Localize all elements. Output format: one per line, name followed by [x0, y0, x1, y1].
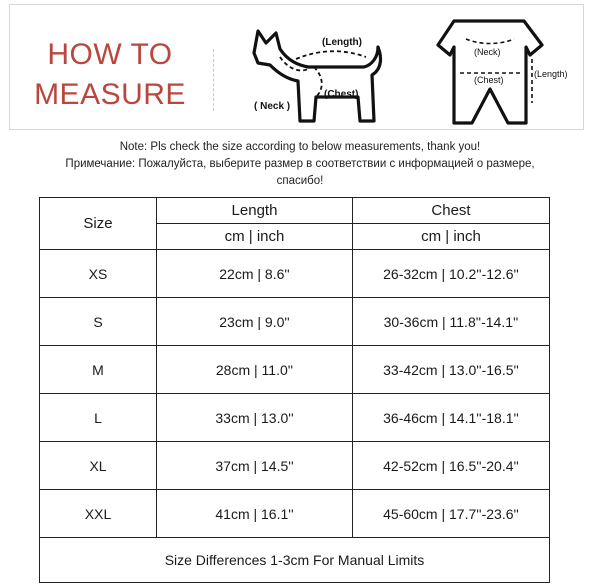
dog-neck-label: ( Neck ) — [254, 101, 291, 112]
title-line-1: HOW TO — [47, 38, 173, 71]
table-row — [40, 250, 550, 298]
chest-guide-icon — [314, 67, 322, 97]
note-russian: Примечание: Пожалуйста, выберите размер в соответствии с информацией о размере, спасибо! — [65, 158, 535, 187]
table-header-row — [40, 198, 550, 224]
chest-cell: 26-32cm | 10.2''-12.6'' — [353, 250, 550, 298]
length-guide-icon — [296, 51, 366, 59]
size-cell: M — [40, 346, 157, 394]
table-footer-row — [40, 538, 550, 583]
dog-length-label: (Length) — [322, 37, 362, 48]
garment-measure-illustration — [430, 11, 570, 131]
table-row — [40, 298, 550, 346]
chest-cell: 33-42cm | 13.0''-16.5'' — [353, 346, 550, 394]
how-to-measure-banner — [9, 4, 584, 130]
length-cell: 23cm | 9.0'' — [157, 298, 353, 346]
garment-neck-label: (Neck) — [474, 47, 501, 57]
length-unit-header: cm | inch — [157, 224, 353, 250]
chest-cell: 36-46cm | 14.1''-18.1'' — [353, 394, 550, 442]
size-cell: XS — [40, 250, 157, 298]
size-difference-note: Size Differences 1-3cm For Manual Limits — [40, 538, 550, 583]
title-line-2: MEASURE — [34, 78, 186, 111]
chest-header: Chest — [353, 198, 550, 224]
size-cell: XL — [40, 442, 157, 490]
size-chart-table — [39, 197, 550, 583]
garment-length-label: (Length) — [534, 69, 568, 79]
note-english: Note: Pls check the size according to below measurements, thank you! — [119, 141, 481, 153]
garment-outline-icon — [438, 21, 542, 123]
dog-chest-label: (Chest) — [324, 89, 359, 100]
table-row — [40, 490, 550, 538]
length-cell: 41cm | 16.1'' — [157, 490, 353, 538]
chest-cell: 30-36cm | 11.8''-14.1'' — [353, 298, 550, 346]
length-cell: 37cm | 14.5'' — [157, 442, 353, 490]
length-cell: 22cm | 8.6'' — [157, 250, 353, 298]
size-cell: XXL — [40, 490, 157, 538]
size-note — [0, 139, 600, 190]
length-header: Length — [157, 198, 353, 224]
garment-chest-label: (Chest) — [474, 75, 504, 85]
banner-divider — [213, 49, 214, 111]
garment-neck-guide-icon — [466, 39, 514, 44]
table-row — [40, 346, 550, 394]
length-cell: 28cm | 11.0'' — [157, 346, 353, 394]
length-cell: 33cm | 13.0'' — [157, 394, 353, 442]
chest-cell: 45-60cm | 17.7''-23.6'' — [353, 490, 550, 538]
size-cell: S — [40, 298, 157, 346]
chest-cell: 42-52cm | 16.5''-20.4'' — [353, 442, 550, 490]
table-row — [40, 394, 550, 442]
size-cell: L — [40, 394, 157, 442]
chest-unit-header: cm | inch — [353, 224, 550, 250]
table-row — [40, 442, 550, 490]
how-to-measure-title — [30, 35, 190, 115]
dog-measure-illustration — [232, 11, 407, 131]
size-header: Size — [40, 198, 157, 250]
